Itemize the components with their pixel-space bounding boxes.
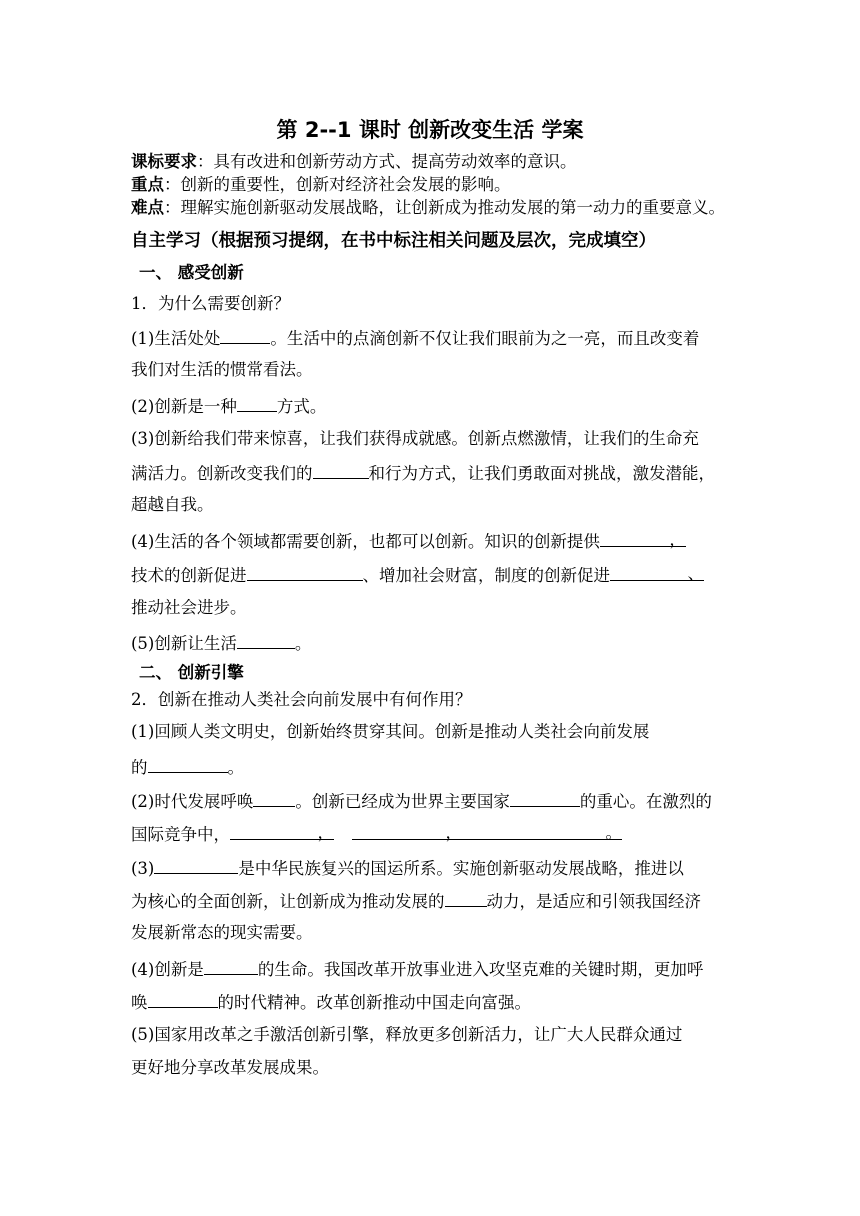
s2-item-1-line-2: 的 。 bbox=[131, 755, 244, 779]
section-1-heading: 一、 感受创新 bbox=[139, 263, 244, 282]
s1-item-2: (2)创新是一种 方式。 bbox=[131, 394, 326, 418]
blank-field[interactable] bbox=[154, 856, 238, 874]
s2-item-5-line-2: 更好地分享改革发展成果。 bbox=[131, 1058, 329, 1077]
s2-item-2-line-1: (2)时代发展呼唤 。创新已经成为世界主要国家 的重心。在激烈的 bbox=[131, 789, 712, 813]
key-point-line bbox=[131, 174, 511, 196]
question-1: 1．为什么需要创新？ bbox=[131, 294, 290, 313]
difficulty-label: 难点 bbox=[131, 198, 164, 217]
s1-item-1-line-1: (1)生活处处 。生活中的点滴创新不仅让我们眼前为之一亮，而且改变着 bbox=[131, 326, 699, 350]
blank-field[interactable] bbox=[445, 889, 487, 907]
blank-field[interactable] bbox=[148, 755, 228, 773]
section-2-heading: 二、 创新引擎 bbox=[139, 663, 244, 682]
s1-item-1-line-2: 我们对生活的惯常看法。 bbox=[131, 360, 313, 379]
difficulty-text: ：理解实施创新驱动发展战略，让创新成为推动发展的第一动力的重要意义。 bbox=[164, 198, 725, 217]
s2-item-1-line-1: (1)回顾人类文明史，创新始终贯穿其间。创新是推动人类社会向前发展 bbox=[131, 722, 650, 741]
key-point-text: ：创新的重要性，创新对经济社会发展的影响。 bbox=[164, 175, 511, 194]
s1-item-4-line-1: (4)生活的各个领域都需要创新，也都可以创新。知识的创新提供 ， bbox=[131, 530, 686, 551]
s2-item-2-line-2: 国际竞争中， ， ， 。 bbox=[131, 823, 622, 844]
blank-field[interactable]: 、 bbox=[610, 563, 704, 581]
s2-item-4-line-1: (4)创新是 的生命。我国改革开放事业进入攻坚克难的关键时期，更加呼 bbox=[131, 957, 703, 981]
requirement-line bbox=[131, 151, 577, 173]
requirement-label: 课标要求 bbox=[131, 152, 197, 171]
blank-field[interactable] bbox=[220, 326, 270, 344]
self-study-heading: 自主学习（根据预习提纲，在书中标注相关问题及层次，完成填空） bbox=[131, 231, 656, 251]
blank-field[interactable] bbox=[148, 990, 218, 1008]
blank-field[interactable]: ， bbox=[600, 529, 686, 547]
s1-item-3-line-1: (3)创新给我们带来惊喜，让我们获得成就感。创新点燃激情，让我们的生命充 bbox=[131, 429, 699, 448]
blank-field[interactable] bbox=[510, 789, 580, 807]
requirement-text: ：具有改进和创新劳动方式、提高劳动效率的意识。 bbox=[197, 152, 577, 171]
s1-item-5: (5)创新让生活 。 bbox=[131, 631, 311, 655]
s1-item-3-line-2: 满活力。创新改变我们的 和行为方式，让我们勇敢面对挑战，激发潜能， bbox=[131, 461, 715, 485]
s2-item-3-line-1: (3) 是中华民族复兴的国运所系。实施创新驱动发展战略，推进以 bbox=[131, 856, 684, 880]
blank-field[interactable] bbox=[253, 789, 295, 807]
s2-item-3-line-3: 发展新常态的现实需要。 bbox=[131, 923, 313, 942]
blank-field[interactable] bbox=[237, 631, 295, 649]
s2-item-5-line-1: (5)国家用改革之手激活创新引擎，释放更多创新活力，让广大人民群众通过 bbox=[131, 1025, 683, 1044]
question-2: 2．创新在推动人类社会向前发展中有何作用？ bbox=[131, 690, 472, 709]
s2-item-4-line-2: 唤 的时代精神。改革创新推动中国走向富强。 bbox=[131, 990, 531, 1014]
s1-item-3-line-3: 超越自我。 bbox=[131, 495, 214, 514]
s1-item-4-line-2: 技术的创新促进 、增加社会财富，制度的创新促进 、 bbox=[131, 564, 704, 585]
blank-field[interactable] bbox=[237, 394, 277, 412]
difficulty-line bbox=[131, 197, 725, 219]
page-title: 第 2--1 课时 创新改变生活 学案 bbox=[276, 118, 584, 142]
blank-field[interactable] bbox=[247, 563, 363, 581]
blank-field[interactable] bbox=[204, 957, 258, 975]
s2-item-3-line-2: 为核心的全面创新，让创新成为推动发展的 动力，是适应和引领我国经济 bbox=[131, 889, 701, 913]
blank-field[interactable] bbox=[313, 461, 369, 479]
blank-field[interactable]: 。 bbox=[462, 822, 622, 840]
blank-field[interactable]: ， bbox=[352, 822, 462, 840]
key-point-label: 重点 bbox=[131, 175, 164, 194]
s1-item-4-line-3: 推动社会进步。 bbox=[131, 598, 247, 617]
blank-field[interactable]: ， bbox=[230, 822, 334, 840]
